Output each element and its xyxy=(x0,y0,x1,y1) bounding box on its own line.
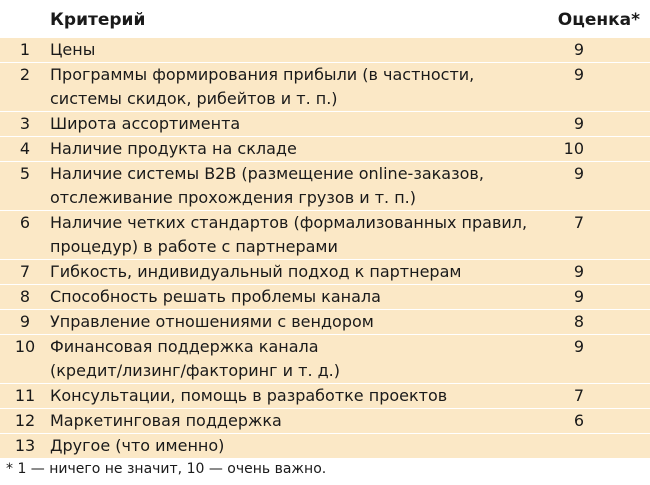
criterion-text xyxy=(50,409,540,434)
table-row xyxy=(0,211,650,260)
row-number: 4 xyxy=(19,139,31,158)
score-value: 6 xyxy=(573,411,584,430)
table-row xyxy=(0,260,650,285)
score-value: 9 xyxy=(573,40,584,59)
criterion-text xyxy=(50,137,540,162)
criterion-text xyxy=(50,335,540,384)
criterion-line: Программы формирования прибыли (в частности, xyxy=(50,65,475,84)
criterion-line: Широта ассортимента xyxy=(50,114,241,133)
table-row xyxy=(0,137,650,162)
criterion-text xyxy=(50,285,540,310)
criterion-text xyxy=(50,211,540,260)
criterion-line: Наличие четких стандартов (формализованных правил, xyxy=(50,213,528,232)
score-value: 9 xyxy=(573,164,584,183)
criterion-text xyxy=(50,310,540,335)
table-row xyxy=(0,409,650,434)
score-value: 7 xyxy=(573,386,584,405)
row-number: 2 xyxy=(19,65,31,84)
score-column-header: Оценка* xyxy=(557,10,640,30)
score-value: 9 xyxy=(573,65,584,84)
criterion-line: Наличие продукта на складе xyxy=(50,139,297,158)
table-body xyxy=(0,38,650,458)
table-row xyxy=(0,285,650,310)
table-row xyxy=(0,38,650,63)
criterion-text xyxy=(50,162,540,211)
criterion-line: Управление отношениями с вендором xyxy=(50,312,374,331)
criterion-column-header: Критерий xyxy=(50,10,146,30)
criterion-text xyxy=(50,112,540,137)
row-number: 8 xyxy=(19,287,31,306)
score-value xyxy=(540,434,650,459)
table-row xyxy=(0,162,650,211)
score-value: 9 xyxy=(573,114,584,133)
table-row xyxy=(0,335,650,384)
criterion-line: процедур) в работе с партнерами xyxy=(50,237,338,256)
criterion-line: Наличие системы B2B (размещение online-заказов, xyxy=(50,164,484,183)
criterion-line: Финансовая поддержка канала xyxy=(50,337,319,356)
table-header-row xyxy=(0,0,650,38)
criterion-line: Другое (что именно) xyxy=(50,436,225,455)
criterion-line: системы скидок, рибейтов и т. п.) xyxy=(50,89,338,108)
criterion-line: Консультации, помощь в разработке проектов xyxy=(50,386,448,405)
row-number: 10 xyxy=(14,337,36,356)
criterion-text xyxy=(50,434,540,459)
criterion-text xyxy=(50,384,540,409)
table-row xyxy=(0,63,650,112)
criterion-text xyxy=(50,63,540,112)
score-value: 9 xyxy=(573,262,584,281)
score-value: 9 xyxy=(573,337,584,356)
criterion-line: (кредит/лизинг/факторинг и т. д.) xyxy=(50,361,340,380)
row-number: 5 xyxy=(19,164,31,183)
table-row xyxy=(0,112,650,137)
table-row xyxy=(0,310,650,335)
row-number: 12 xyxy=(14,411,36,430)
row-number: 9 xyxy=(19,312,31,331)
criterion-text xyxy=(50,260,540,285)
score-value: 7 xyxy=(573,213,584,232)
row-number: 11 xyxy=(14,386,36,405)
row-number: 1 xyxy=(19,40,31,59)
row-number: 7 xyxy=(19,262,31,281)
criterion-line: Цены xyxy=(50,40,96,59)
criterion-text xyxy=(50,38,540,63)
row-number: 3 xyxy=(19,114,31,133)
criterion-line: отслеживание прохождения грузов и т. п.) xyxy=(50,188,416,207)
table-row xyxy=(0,434,650,459)
score-value: 9 xyxy=(573,287,584,306)
row-number: 6 xyxy=(19,213,31,232)
score-value: 10 xyxy=(563,139,584,158)
score-value: 8 xyxy=(573,312,584,331)
criterion-line: Маркетинговая поддержка xyxy=(50,411,282,430)
footnote: * 1 — ничего не значит, 10 — очень важно. xyxy=(6,461,327,477)
number-column-header xyxy=(0,0,50,38)
criterion-line: Гибкость, индивидуальный подход к партнерам xyxy=(50,262,462,281)
row-number: 13 xyxy=(14,436,36,455)
table-row xyxy=(0,384,650,409)
criterion-line: Способность решать проблемы канала xyxy=(50,287,381,306)
